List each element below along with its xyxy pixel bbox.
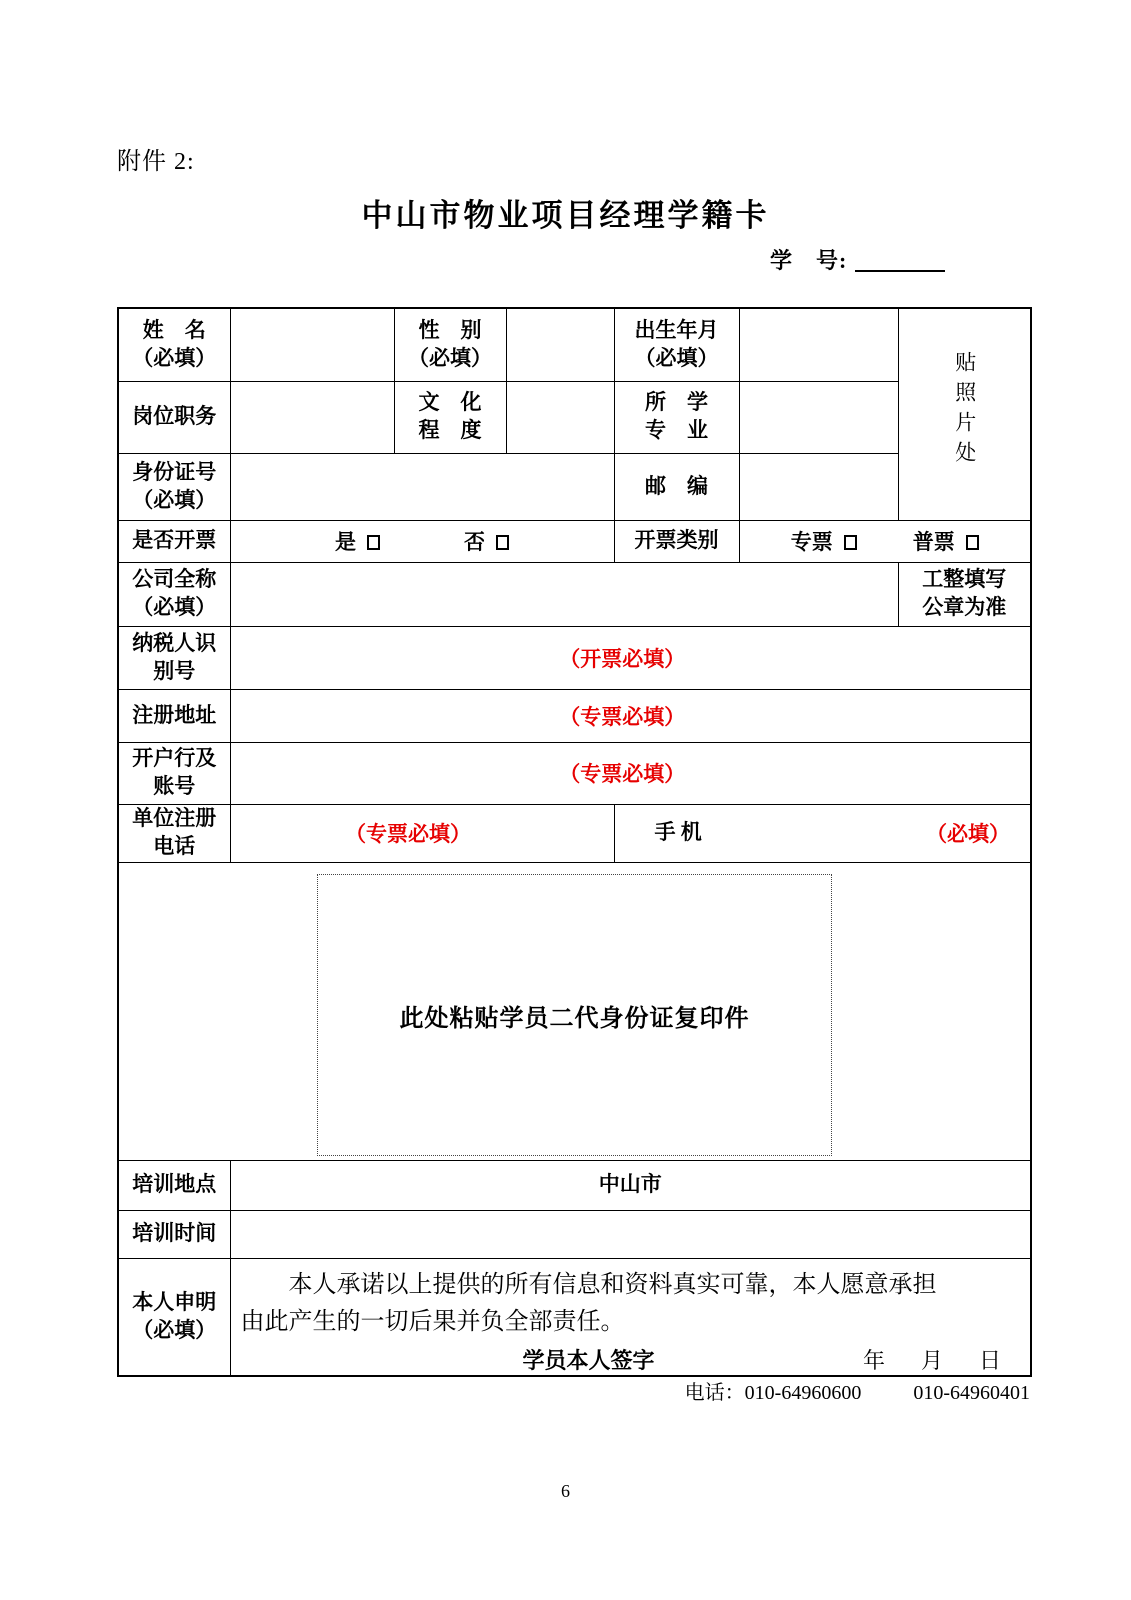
row-training-place <box>118 1160 1031 1210</box>
attachment-label: 附件 2: <box>117 149 195 175</box>
photo-paste-area[interactable] <box>898 308 1031 520</box>
declaration-label: 本人申明 （必填） <box>118 1258 230 1376</box>
bank-account-label: 开户行及 账号 <box>118 742 230 804</box>
contact-phones <box>117 1376 1030 1405</box>
invoice-option-no: 否 <box>464 526 509 556</box>
bank-account-input-cell[interactable] <box>230 742 1031 804</box>
row-training-time <box>118 1210 1031 1258</box>
registered-address-input-cell[interactable] <box>230 689 1031 742</box>
id-number-label: 身份证号 （必填） <box>118 453 230 520</box>
training-place-label: 培训地点 <box>118 1160 230 1210</box>
postal-code-input-cell[interactable] <box>739 453 898 520</box>
invoice-type-label: 开票类别 <box>614 520 739 562</box>
major-input-cell[interactable] <box>739 381 898 453</box>
gender-label: 性 别 （必填） <box>394 308 506 381</box>
id-copy-paste-area[interactable] <box>317 874 832 1156</box>
mobile-input-cell[interactable] <box>614 804 1031 862</box>
company-name-input-cell[interactable] <box>230 562 898 626</box>
name-input-cell[interactable] <box>230 308 394 381</box>
row-declaration <box>118 1258 1031 1376</box>
student-number-label: 学 号: <box>770 248 848 273</box>
row-company-phone <box>118 804 1031 862</box>
row-invoice <box>118 520 1031 562</box>
declaration-content-cell <box>230 1258 1031 1376</box>
invoice-no-checkbox[interactable] <box>496 535 509 550</box>
invoice-yes-no-cell <box>230 520 614 562</box>
signature-row <box>231 1344 1031 1375</box>
phone-label: 电话： <box>684 1382 745 1404</box>
student-number-blank[interactable] <box>855 248 945 272</box>
training-time-input-cell[interactable] <box>230 1210 1031 1258</box>
invoice-option-special: 专票 <box>791 526 857 556</box>
major-label: 所 学 专 业 <box>614 381 739 453</box>
phone-number-2: 010-64960401 <box>913 1382 1030 1404</box>
invoice-yes-checkbox[interactable] <box>367 535 380 550</box>
birth-date-input-cell[interactable] <box>739 308 898 381</box>
company-name-label: 公司全称 （必填） <box>118 562 230 626</box>
mobile-required-note: （必填） <box>926 822 1010 846</box>
row-registered-address <box>118 689 1031 742</box>
id-number-input-cell[interactable] <box>230 453 614 520</box>
name-label: 姓 名 （必填） <box>118 308 230 381</box>
page-number: 6 <box>561 1481 570 1501</box>
row-id-copy <box>118 862 1031 1160</box>
student-number-field <box>770 244 945 275</box>
taxpayer-id-required-note: （开票必填） <box>559 646 686 671</box>
id-copy-placeholder: 此处粘贴学员二代身份证复印件 <box>399 1005 750 1032</box>
position-label: 岗位职务 <box>118 381 230 453</box>
postal-code-label: 邮 编 <box>614 453 739 520</box>
signature-label[interactable]: 学员本人签字 <box>522 1347 655 1373</box>
row-id-number <box>118 453 1031 520</box>
bank-account-required-note: （专票必填） <box>559 762 686 786</box>
invoice-option-general: 普票 <box>913 526 979 556</box>
registered-address-label: 注册地址 <box>118 689 230 742</box>
company-phone-label: 单位注册 电话 <box>118 804 230 862</box>
registered-address-required-note: （专票必填） <box>559 704 686 729</box>
taxpayer-id-label: 纳税人识 别号 <box>118 626 230 689</box>
education-input-cell[interactable] <box>506 381 614 453</box>
photo-area-label: 贴照片处 <box>952 351 977 472</box>
page-title: 中山市物业项目经理学籍卡 <box>361 198 770 233</box>
invoice-type-options-cell <box>739 520 1031 562</box>
phone-number-1: 010-64960600 <box>744 1382 862 1404</box>
company-phone-input-cell[interactable] <box>230 804 614 862</box>
invoice-special-checkbox[interactable] <box>844 535 857 550</box>
invoice-option-yes: 是 <box>335 526 380 556</box>
education-label: 文 化 程 度 <box>394 381 506 453</box>
row-bank-account <box>118 742 1031 804</box>
training-time-label: 培训时间 <box>118 1210 230 1258</box>
gender-input-cell[interactable] <box>506 308 614 381</box>
company-name-note: 工整填写 公章为准 <box>898 562 1031 626</box>
training-place-value: 中山市 <box>230 1160 1031 1210</box>
position-input-cell[interactable] <box>230 381 394 453</box>
taxpayer-id-input-cell[interactable] <box>230 626 1031 689</box>
row-company-name <box>118 562 1031 626</box>
mobile-label: 手 机 <box>654 820 702 845</box>
row-position <box>118 381 1031 453</box>
invoice-label: 是否开票 <box>118 520 230 562</box>
id-copy-cell <box>118 862 1031 1160</box>
signature-date-label[interactable]: 年 月 日 <box>862 1347 1008 1373</box>
company-phone-required-note: （专票必填） <box>345 822 471 846</box>
row-name <box>118 308 1031 381</box>
invoice-general-checkbox[interactable] <box>966 535 979 550</box>
registration-form-table <box>117 307 1032 1377</box>
birth-date-label: 出生年月 （必填） <box>614 308 739 381</box>
declaration-statement: 本人承诺以上提供的所有信息和资料真实可靠，本人愿意承担由此产生的一切后果并负全部责任。 <box>240 1271 937 1335</box>
row-taxpayer-id <box>118 626 1031 689</box>
